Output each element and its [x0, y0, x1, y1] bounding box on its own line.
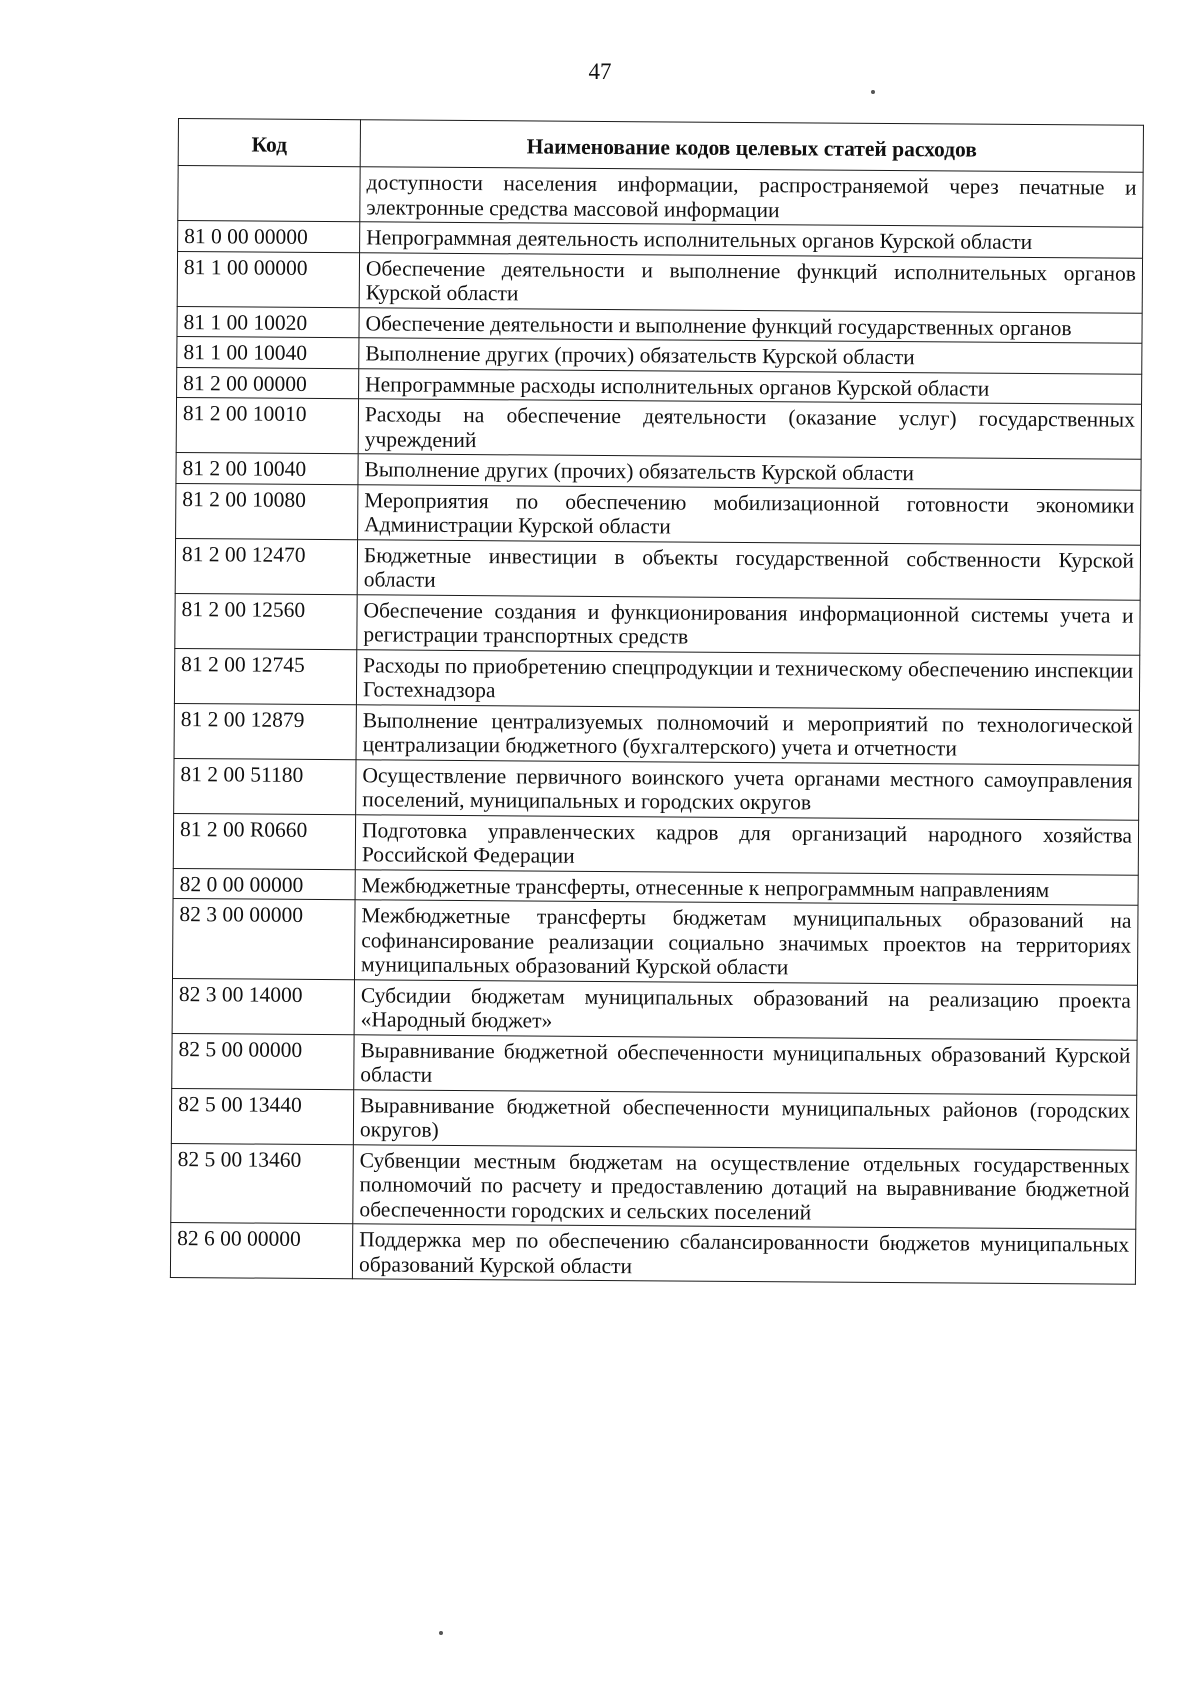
row-code: 82 3 00 14000: [172, 978, 354, 1034]
row-name: Поддержка мер по обеспечению сбалансированности бюджетов муниципальных образований Курской области: [352, 1224, 1135, 1284]
header-name: Наименование кодов целевых статей расходов: [360, 120, 1143, 172]
table-body: [170, 166, 1143, 1285]
table-row: [170, 1222, 1135, 1284]
row-code: 81 2 00 12745: [174, 648, 356, 704]
row-code: 81 2 00 R0660: [173, 813, 355, 869]
row-name: Межбюджетные трансферты, отнесенные к непрограммным направлениям: [355, 869, 1138, 905]
table-row: [172, 978, 1137, 1040]
header-code: Код: [178, 119, 360, 167]
row-code: 82 3 00 00000: [172, 898, 355, 979]
page-number: 47: [588, 59, 612, 84]
table-row: [174, 648, 1139, 710]
row-name: Непрограммные расходы исполнительных органов Курской области: [359, 368, 1142, 404]
row-name: Обеспечение деятельности и выполнение функций исполнительных органов Курской области: [359, 252, 1142, 312]
row-name: Межбюджетные трансферты бюджетам муниципальных образований на софинансирование реализации социально значимых проектов на территориях муниципальных образований Курской области: [354, 900, 1138, 985]
table-row: [173, 813, 1138, 875]
table-row: [178, 166, 1143, 228]
row-name: Расходы на обеспечение деятельности (оказание услуг) государственных учреждений: [358, 399, 1141, 459]
row-code: 81 1 00 00000: [177, 251, 359, 307]
row-code: 81 2 00 10010: [176, 397, 358, 453]
row-name: Бюджетные инвестиции в объекты государственной собственности Курской области: [357, 539, 1140, 599]
table-row: [177, 251, 1142, 313]
row-name: Расходы по приобретению спецпродукции и техническому обеспечению инспекции Гостехнадзора: [356, 649, 1139, 709]
row-name: Мероприятия по обеспечению мобилизационной готовности экономики Администрации Курской области: [358, 484, 1141, 544]
table-row: [172, 898, 1138, 984]
scan-speck: [439, 1631, 443, 1635]
target-articles-table: [170, 118, 1144, 1285]
row-name: Субвенции местным бюджетам на осуществление отдельных государственных полномочий по расчету и предоставлению дотаций на выравнивание бюджетной обеспеченности городских и сельских поселений: [353, 1144, 1137, 1229]
row-code: 81 1 00 10020: [177, 306, 359, 338]
table-row: [174, 703, 1139, 765]
row-name: Субсидии бюджетам муниципальных образований на реализацию проекта «Народный бюджет»: [354, 979, 1137, 1039]
table-row: [172, 1033, 1137, 1095]
table-row: [175, 593, 1140, 655]
row-code: 81 2 00 10080: [176, 483, 358, 539]
table-row: [174, 758, 1139, 820]
table-header-row: [178, 119, 1143, 173]
row-name: Обеспечение создания и функционирования информационной системы учета и регистрации транспортных средств: [357, 594, 1140, 654]
table-row: [175, 538, 1140, 600]
row-code: [178, 166, 360, 222]
row-code: 82 0 00 00000: [173, 868, 355, 900]
row-code: 81 0 00 00000: [178, 221, 360, 253]
row-code: 81 2 00 51180: [174, 758, 356, 814]
row-name: Выравнивание бюджетной обеспеченности муниципальных образований Курской области: [354, 1034, 1137, 1094]
table-row: [176, 483, 1141, 545]
table-row: [171, 1143, 1137, 1229]
row-code: 81 1 00 10040: [177, 336, 359, 368]
table-row: [176, 397, 1141, 459]
row-code: 82 5 00 13460: [171, 1143, 354, 1224]
row-name: Выполнение других (прочих) обязательств Курской области: [359, 338, 1142, 374]
row-name: Выполнение других (прочих) обязательств Курской области: [358, 454, 1141, 490]
row-name: Подготовка управленческих кадров для организаций народного хозяйства Российской Федерации: [355, 814, 1138, 874]
row-name: доступности населения информации, распространяемой через печатные и электронные средства массовой информации: [360, 167, 1143, 227]
row-code: 81 2 00 12879: [174, 703, 356, 759]
row-name: Обеспечение деятельности и выполнение функций государственных органов: [359, 307, 1142, 343]
row-name: Выравнивание бюджетной обеспеченности муниципальных районов (городских округов): [353, 1089, 1136, 1149]
table-row: [171, 1088, 1136, 1150]
row-name: Осуществление первичного воинского учета органами местного самоуправления поселений, муниципальных и городских округов: [356, 759, 1139, 819]
row-code: 82 6 00 00000: [170, 1222, 352, 1278]
row-code: 81 2 00 12470: [175, 538, 357, 594]
row-code: 81 2 00 10040: [176, 452, 358, 484]
row-code: 81 2 00 12560: [175, 593, 357, 649]
scan-speck: [871, 90, 875, 94]
row-code: 82 5 00 00000: [172, 1033, 354, 1089]
row-name: Выполнение централизуемых полномочий и мероприятий по технологической централизации бюджетного (бухгалтерского) учета и отчетности: [356, 704, 1139, 764]
row-code: 81 2 00 00000: [177, 367, 359, 399]
row-code: 82 5 00 13440: [171, 1088, 353, 1144]
row-name: Непрограммная деятельность исполнительных органов Курской области: [360, 222, 1143, 258]
